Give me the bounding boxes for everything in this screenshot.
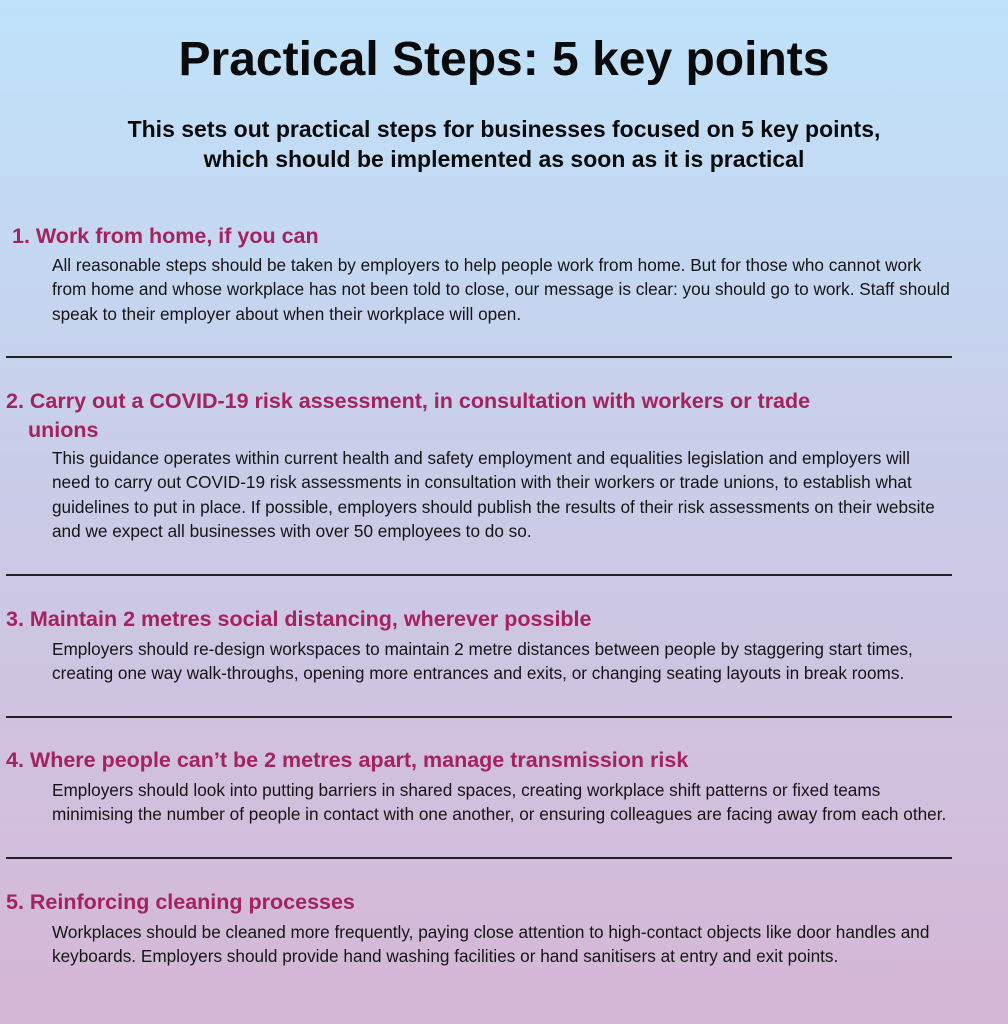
section-heading — [0, 387, 1008, 445]
section-social-distancing — [0, 605, 1008, 686]
section-divider — [6, 356, 952, 358]
section-cleaning — [0, 888, 1008, 969]
section-body: All reasonable steps should be taken by employers to help people work from home. But for those who cannot work from home and whose workplace has not been told to close, our message is clear: you should go to work. Staff should speak to their employer about when their workplace will open. — [52, 255, 950, 324]
section-body: This guidance operates within current health and safety employment and equalities legislation and employers will need to carry out COVID-19 risk assessments in consultation with their workers or trade unions, to establish what guidelines to put in place. If possible, employers should publish the results of their risk assessments on their website and we expect all businesses with over 50 employees to do so. — [52, 448, 935, 541]
section-heading: 3. Maintain 2 metres social distancing, wherever possible — [6, 607, 592, 631]
section-divider — [6, 716, 952, 718]
section-heading-line-2: unions — [28, 418, 99, 442]
section-transmission-risk — [0, 746, 1008, 827]
section-divider — [6, 857, 952, 859]
section-body: Employers should re-design workspaces to maintain 2 metre distances between people by staggering start times, creating one way walk-throughs, opening more entrances and exits, or changing seating layouts in break rooms. — [52, 639, 913, 684]
section-heading-line-1: 2. Carry out a COVID-19 risk assessment, in consultation with workers or trade — [6, 389, 811, 413]
section-risk-assessment — [0, 387, 1008, 543]
section-body: Employers should look into putting barriers in shared spaces, creating workplace shift patterns or fixed teams minimising the number of people in contact with one another, or ensuring colleagues are facing away from each other. — [52, 780, 947, 825]
subtitle-line-2: which should be implemented as soon as it is practical — [203, 146, 805, 172]
section-work-from-home — [0, 222, 1008, 326]
section-heading: 4. Where people can’t be 2 metres apart, manage transmission risk — [6, 748, 689, 772]
page-subtitle — [40, 114, 968, 174]
section-divider — [6, 574, 952, 576]
page-title: Practical Steps: 5 key points — [178, 33, 830, 86]
subtitle-line-1: This sets out practical steps for businesses focused on 5 key points, — [127, 116, 881, 142]
section-heading: 1. Work from home, if you can — [12, 224, 319, 248]
section-body: Workplaces should be cleaned more frequently, paying close attention to high-contact objects like door handles and keyboards. Employers should provide hand washing facilities or hand sanitisers at entry and exit points. — [52, 922, 930, 967]
section-heading: 5. Reinforcing cleaning processes — [6, 890, 355, 914]
